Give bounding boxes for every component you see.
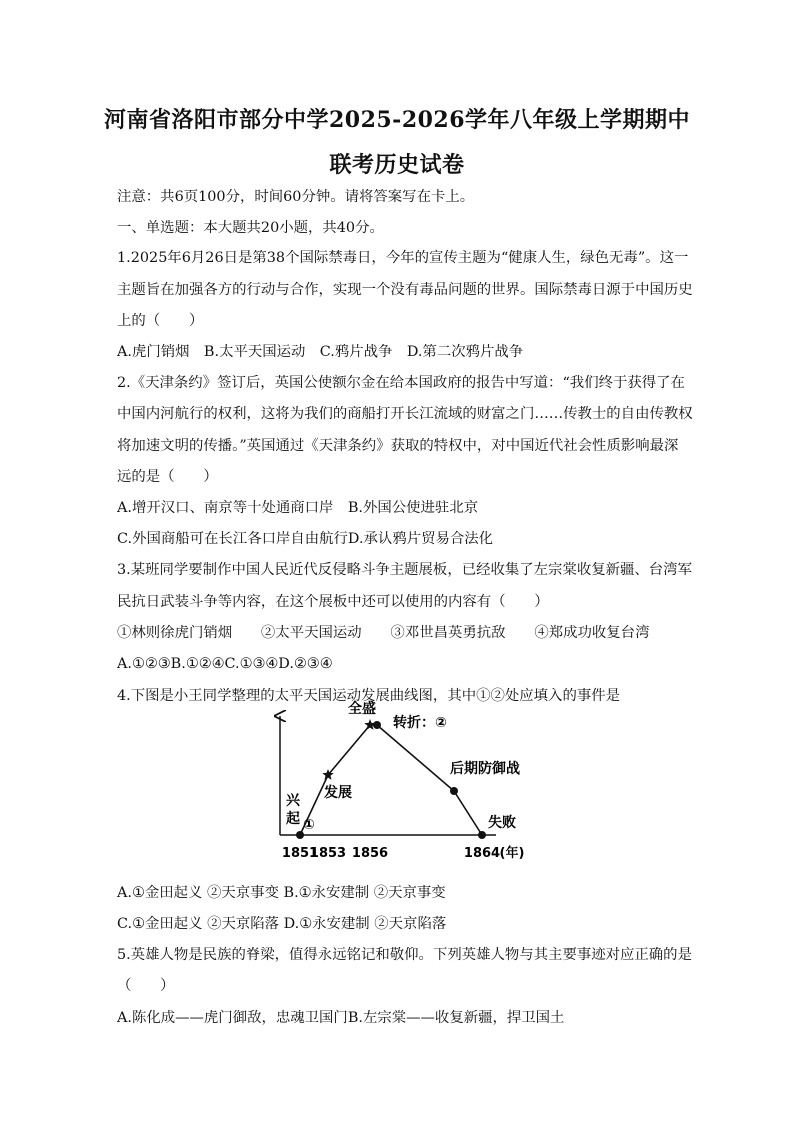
x-tick-1853: 1853 [309, 846, 347, 861]
x-axis-unit: (年) [499, 846, 525, 861]
question-1-options: A.虎门销烟 B.太平天国运动 C.鸦片战争 D.第二次鸦片战争 [117, 344, 524, 360]
question-2-options-cd: C.外国商船可在长江各口岸自由航行D.承认鸦片贸易合法化 [117, 531, 494, 547]
chart-tick-labels [282, 845, 525, 861]
question-2-line1: 2.《天津条约》签订后，英国公使额尔金在给本国政府的报告中写道：“我们终于获得了在 [117, 375, 685, 391]
question-2-options-ab: A.增开汉口、南京等十处通商口岸 B.外国公使进驻北京 [117, 500, 479, 516]
x-tick-1856: 1856 [351, 846, 389, 861]
label-circle1: ① [303, 817, 315, 833]
question-3-options: A.①②③B.①②④C.①③④D.②③④ [117, 656, 333, 672]
question-2-line2: 中国内河航行的权利，这将为我们的商船打开长江流域的财富之门……传教士的自由传教权 [117, 406, 693, 422]
question-3-line2: 民抗日武装斗争等内容，在这个展板中还可以使用的内容有（ ） [117, 594, 549, 610]
chart-curve [300, 725, 482, 835]
question-1-line2: 主题旨在加强各方的行动与合作，实现一个没有毒品问题的世界。国际禁毒日源于中国历史 [117, 282, 693, 298]
data-point-4 [450, 787, 458, 795]
exam-title-line1: 河南省洛阳市部分中学2025-2026学年八年级上学期期中 [103, 107, 691, 133]
label-develop: 发展 [324, 785, 352, 801]
question-1-line3: 上的（ ） [117, 313, 204, 329]
question-5-line1: 5.英雄人物是民族的脊梁，值得永远铭记和敬仰。下列英雄人物与其主要事迹对应正确的是 [117, 947, 692, 963]
label-start-bottom: 起 [286, 811, 300, 827]
data-point-5 [478, 831, 486, 839]
x-tick-1864: 1864 [463, 846, 501, 861]
question-3-line1: 3.某班同学要制作中国人民近代反侵略斗争主题展板，已经收集了左宗棠收复新疆、台湾军 [117, 562, 692, 578]
section-heading: 一、单选题：本大题共20小题，共40分。 [117, 220, 384, 236]
x-tick-1851: 1851 [281, 846, 319, 861]
question-2-line4: 远的是（ ） [117, 469, 218, 485]
question-5-options-ab: A.陈化成——虎门御敌，忠魂卫国门B.左宗棠——收复新疆，捍卫国土 [117, 1010, 565, 1026]
label-peak: 全盛 [348, 701, 376, 717]
notice-text: 注意：共6页100分，时间60分钟。请将答案写在卡上。 [117, 189, 475, 205]
question-3-items: ①林则徐虎门销烟 ②太平天国运动 ③邓世昌英勇抗敌 ④郑成功收复台湾 [117, 625, 650, 641]
question-2-line3: 将加速文明的传播。”英国通过《天津条约》获取的特权中，对中国近代社会性质影响最深 [117, 438, 679, 454]
question-4-line1: 4.下图是小王同学整理的太平天国运动发展曲线图，其中①②处应填入的事件是 [117, 688, 621, 704]
label-start-top: 兴 [286, 793, 300, 809]
data-point-3 [373, 721, 381, 729]
label-turn: 转折：② [393, 715, 447, 731]
development-line [300, 725, 482, 835]
exam-title-line2: 联考历史试卷 [329, 152, 465, 178]
label-defense: 后期防御战 [450, 761, 520, 777]
label-fail: 失败 [488, 815, 516, 831]
question-1-line1: 1.2025年6月26日是第38个国际禁毒日，今年的宣传主题为“健康人生，绿色无毒”。这一 [117, 250, 689, 266]
chart-annotations [286, 700, 520, 833]
question-4-options-cd: C.①金田起义 ②天京陷落 D.①永安建制 ②天京陷落 [117, 916, 447, 932]
taiping-development-chart [270, 701, 530, 872]
question-4-options-ab: A.①金田起义 ②天京事变 B.①永安建制 ②天京事变 [117, 885, 446, 901]
question-5-line2: （ ） [117, 978, 175, 994]
